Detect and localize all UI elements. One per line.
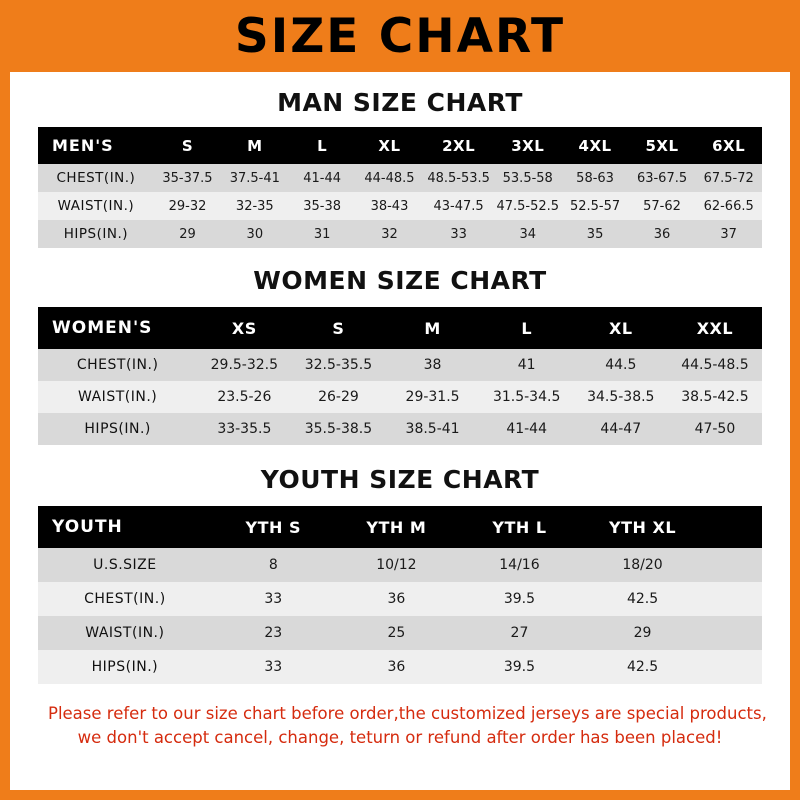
table-cell: 29 xyxy=(179,226,196,242)
youth-header-cell: YTH L xyxy=(492,517,547,537)
row-label: CHEST(IN.) xyxy=(56,170,136,186)
table-cell: 52.5-57 xyxy=(569,198,621,214)
table-cell: 26-29 xyxy=(318,389,359,405)
man-header-cell: 4XL xyxy=(578,136,612,155)
table-cell: 41-44 xyxy=(303,170,342,186)
man-header-cell: L xyxy=(317,136,328,155)
table-header-row xyxy=(38,127,762,164)
man-size-table xyxy=(38,127,762,248)
women-header-cell: XS xyxy=(231,318,257,338)
table-cell-spacer xyxy=(704,650,762,684)
table-cell: 39.5 xyxy=(503,659,536,675)
table-cell: 27 xyxy=(510,625,529,641)
table-cell: 33 xyxy=(264,659,283,675)
table-cell: 57-62 xyxy=(643,198,681,214)
table-cell-spacer xyxy=(704,548,762,582)
table-row xyxy=(38,582,762,616)
women-header-cell: M xyxy=(424,318,441,338)
youth-header-cell: YTH XL xyxy=(609,517,677,537)
table-cell: 31 xyxy=(313,226,331,242)
table-cell-spacer xyxy=(704,616,762,650)
man-table-body xyxy=(38,127,762,248)
man-header-cell: M xyxy=(247,136,263,155)
table-cell: 62-66.5 xyxy=(703,198,754,214)
table-cell: 25 xyxy=(387,625,406,641)
youth-header-spacer xyxy=(704,506,762,548)
table-cell: 36 xyxy=(653,226,671,242)
table-cell: 23 xyxy=(264,625,283,641)
table-cell: 63-67.5 xyxy=(636,170,688,186)
man-header-cell: 5XL xyxy=(645,136,679,155)
table-cell: 44.5-48.5 xyxy=(681,357,749,373)
table-row xyxy=(38,220,762,248)
man-header-cell: XL xyxy=(378,136,401,155)
table-cell: 34.5-38.5 xyxy=(587,389,655,405)
table-cell: 38.5-42.5 xyxy=(681,389,749,405)
table-cell: 35-37.5 xyxy=(162,170,213,186)
table-header-row xyxy=(38,506,762,548)
row-label: U.S.SIZE xyxy=(93,557,157,573)
table-cell: 23.5-26 xyxy=(217,389,272,405)
table-cell: 48.5-53.5 xyxy=(427,170,490,186)
table-cell: 18/20 xyxy=(622,557,663,573)
table-cell: 10/12 xyxy=(376,557,417,573)
row-label: HIPS(IN.) xyxy=(91,659,159,675)
table-cell: 34 xyxy=(519,226,537,242)
table-cell: 42.5 xyxy=(626,659,659,675)
table-row xyxy=(38,413,762,445)
table-row xyxy=(38,192,762,220)
table-cell: 36 xyxy=(387,659,406,675)
youth-header-cell: YTH M xyxy=(366,517,427,537)
page-title: SIZE CHART xyxy=(234,8,566,64)
table-cell: 37.5-41 xyxy=(229,170,280,186)
page-banner xyxy=(0,0,800,72)
table-cell: 67.5-72 xyxy=(703,170,754,186)
women-header-cell: S xyxy=(332,318,345,338)
table-cell: 47.5-52.5 xyxy=(496,198,560,214)
table-cell: 32-35 xyxy=(235,198,274,214)
row-label: CHEST(IN.) xyxy=(76,357,159,373)
table-row xyxy=(38,616,762,650)
note-line-2: we don't accept cancel, change, teturn or refund after order has been placed! xyxy=(77,727,723,747)
table-cell: 32 xyxy=(381,226,398,242)
women-size-table xyxy=(38,307,762,445)
man-section-title: MAN SIZE CHART xyxy=(277,88,523,117)
table-cell: 35-38 xyxy=(303,198,342,214)
table-row xyxy=(38,164,762,192)
table-cell: 47-50 xyxy=(694,421,736,437)
table-cell: 38 xyxy=(423,357,442,373)
table-header-row xyxy=(38,307,762,349)
table-cell: 37 xyxy=(720,226,737,242)
row-label: WAIST(IN.) xyxy=(57,198,135,214)
table-cell: 14/16 xyxy=(499,557,540,573)
table-cell: 58-63 xyxy=(576,170,614,186)
table-cell: 33-35.5 xyxy=(217,421,272,437)
youth-table-body xyxy=(38,506,762,684)
table-cell: 35.5-38.5 xyxy=(304,421,373,437)
man-header-cell: 3XL xyxy=(511,136,545,155)
table-cell: 53.5-58 xyxy=(502,170,553,186)
table-cell: 33 xyxy=(450,226,467,242)
table-row xyxy=(38,349,762,381)
table-cell: 38.5-41 xyxy=(405,421,460,437)
table-cell: 38-43 xyxy=(370,198,409,214)
table-cell: 44-48.5 xyxy=(364,170,415,186)
table-cell: 44-47 xyxy=(600,421,642,437)
table-cell: 8 xyxy=(268,557,278,573)
row-label: WAIST(IN.) xyxy=(85,625,165,641)
women-header-cell: XXL xyxy=(696,318,734,338)
order-policy-note xyxy=(38,702,767,750)
row-label: WAIST(IN.) xyxy=(78,389,158,405)
table-cell: 29.5-32.5 xyxy=(210,357,279,373)
table-cell: 42.5 xyxy=(626,591,659,607)
women-header-cell: L xyxy=(521,318,533,338)
table-cell: 31.5-34.5 xyxy=(492,389,561,405)
table-row xyxy=(38,650,762,684)
table-cell: 36 xyxy=(387,591,406,607)
table-cell: 30 xyxy=(246,226,264,242)
table-cell: 39.5 xyxy=(503,591,536,607)
women-header-cell: XL xyxy=(609,318,633,338)
table-cell: 41-44 xyxy=(506,421,547,437)
table-cell: 29 xyxy=(633,625,652,641)
table-row xyxy=(38,548,762,582)
women-table-body xyxy=(38,307,762,445)
man-header-cell: S xyxy=(181,136,194,155)
youth-header-cell: YOUTH xyxy=(52,517,123,537)
table-cell: 32.5-35.5 xyxy=(304,357,373,373)
man-header-cell: MEN'S xyxy=(52,136,114,155)
row-label: CHEST(IN.) xyxy=(84,591,166,607)
table-cell: 44.5 xyxy=(605,357,637,373)
table-cell: 41 xyxy=(517,357,536,373)
table-cell-spacer xyxy=(704,582,762,616)
table-cell: 35 xyxy=(586,226,604,242)
youth-header-cell: YTH S xyxy=(245,517,302,537)
youth-size-table xyxy=(38,506,762,684)
table-cell: 43-47.5 xyxy=(433,198,484,214)
table-cell: 33 xyxy=(264,591,283,607)
man-header-cell: 6XL xyxy=(712,136,746,155)
youth-section-title: YOUTH SIZE CHART xyxy=(260,465,540,494)
women-section-title: WOMEN SIZE CHART xyxy=(253,266,547,295)
women-header-cell: WOMEN'S xyxy=(52,318,153,338)
row-label: HIPS(IN.) xyxy=(84,421,151,437)
table-cell: 29-32 xyxy=(168,198,207,214)
row-label: HIPS(IN.) xyxy=(63,226,129,242)
chart-content xyxy=(10,88,790,750)
note-line-1: Please refer to our size chart before order,the customized jerseys are special products, xyxy=(48,704,767,723)
table-row xyxy=(38,381,762,413)
table-cell: 29-31.5 xyxy=(405,389,460,405)
man-header-cell: 2XL xyxy=(442,136,476,155)
